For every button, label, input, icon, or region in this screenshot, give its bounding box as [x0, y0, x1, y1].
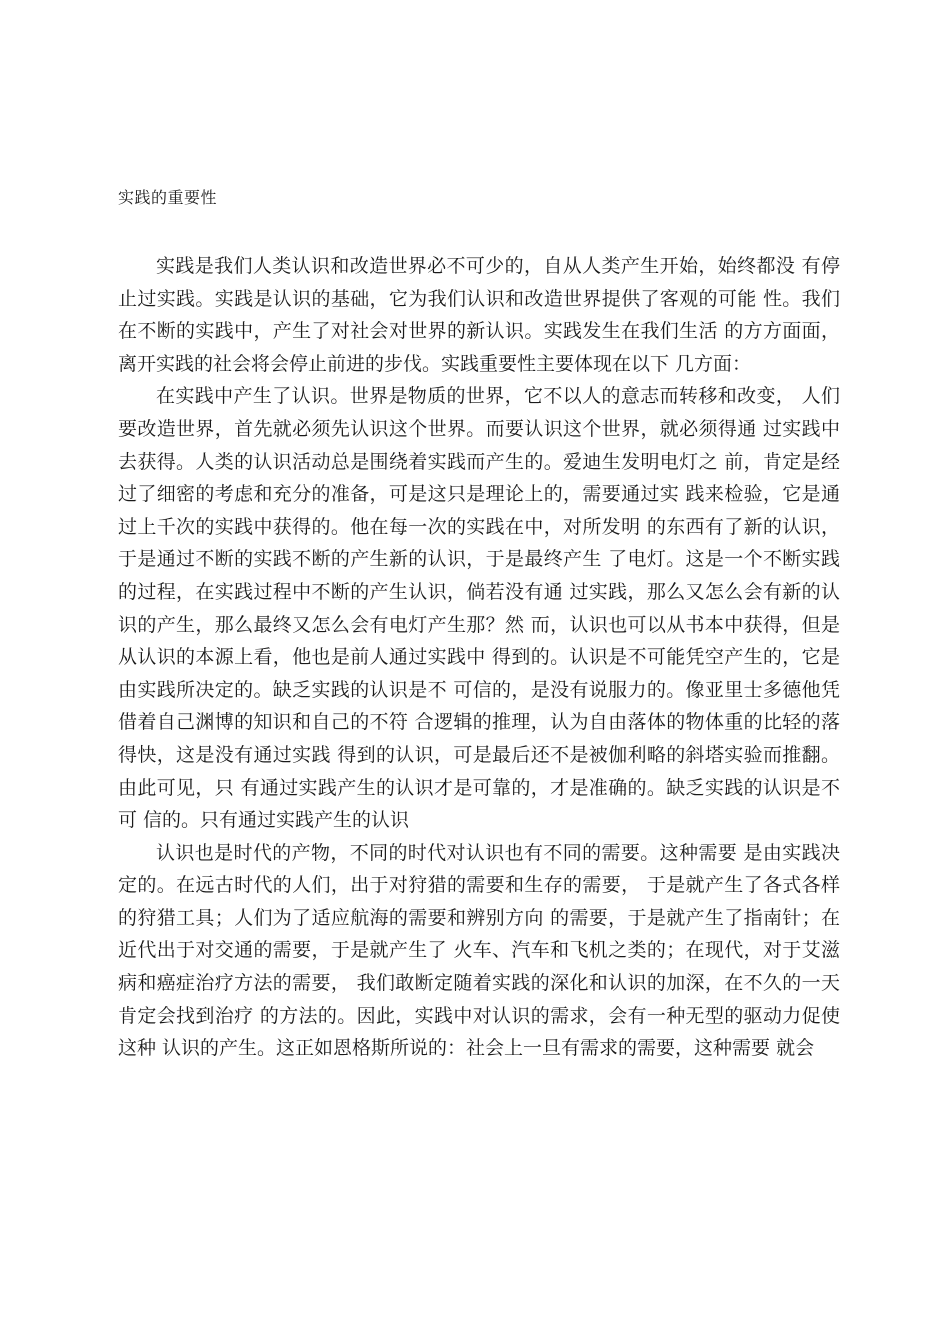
paragraph-intro: 实践是我们人类认识和改造世界必不可少的，自从人类产生开始，始终都没 有停止过实践。实践是认识的基础，它为我们认识和改造世界提供了客观的可能 性。我们在不断的实践中，产生了对社会对世界的新认识。实践发生在我们生活 的方方面面，离开实践的社会将会停止前进的步伐。实践重要性主要体现在以下 几方面：: [118, 255, 840, 375]
document-title: 实践的重要性: [118, 188, 218, 207]
document-body: [118, 250, 840, 1065]
paragraph-practice-produces-knowledge: 在实践中产生了认识。世界是物质的世界，它不以人的意志而转移和改变， 人们要改造世界，首先就必须先认识这个世界。而要认识这个世界，就必须得通 过实践中去获得。人类的认识活动总是围绕着实践而产生的。爱迪生发明电灯之 前，肯定是经过了细密的考虑和充分的准备，可是这只是理论上的，需要通过实 践来检验，它是通过上千次的实践中获得的。他在每一次的实践在中，对所发明 的东西有了新的认识，于是通过不断的实践不断的产生新的认识，于是最终产生 了电灯。这是一个不断实践的过程，在实践过程中不断的产生认识，倘若没有通 过实践，那么又怎么会有新的认识的产生，那么最终又怎么会有电灯产生那？然 而，认识也可以从书本中获得，但是从认识的本源上看，他也是前人通过实践中 得到的。认识是不可能凭空产生的，它是由实践所决定的。缺乏实践的认识是不 可信的，是没有说服力的。像亚里士多德他凭借着自己渊博的知识和自己的不符 合逻辑的推理，认为自由落体的物体重的比轻的落得快，这是没有通过实践 得到的认识，可是最后还不是被伽利略的斜塔实验而推翻。由此可见，只 有通过实践产生的认识才是可靠的，才是准确的。缺乏实践的认识是不可 信的。只有通过实践产生的认识: [118, 385, 840, 832]
paragraph-knowledge-of-the-times: 认识也是时代的产物，不同的时代对认识也有不同的需要。这种需要 是由实践决定的。在远古时代的人们，出于对狩猎的需要和生存的需要， 于是就产生了各式各样的狩猎工具；人们为了适应航海的需要和辨别方向 的需要，于是就产生了指南针；在近代出于对交通的需要，于是就产生了 火车、汽车和飞机之类的；在现代，对于艾滋病和癌症治疗方法的需要， 我们敢断定随着实践的深化和认识的加深，在不久的一天肯定会找到治疗 的方法的。因此，实践中对认识的需求，会有一种无型的驱动力促使这种 认识的产生。这正如恩格斯所说的：社会上一旦有需求的需要，这种需要 就会: [118, 841, 840, 1060]
